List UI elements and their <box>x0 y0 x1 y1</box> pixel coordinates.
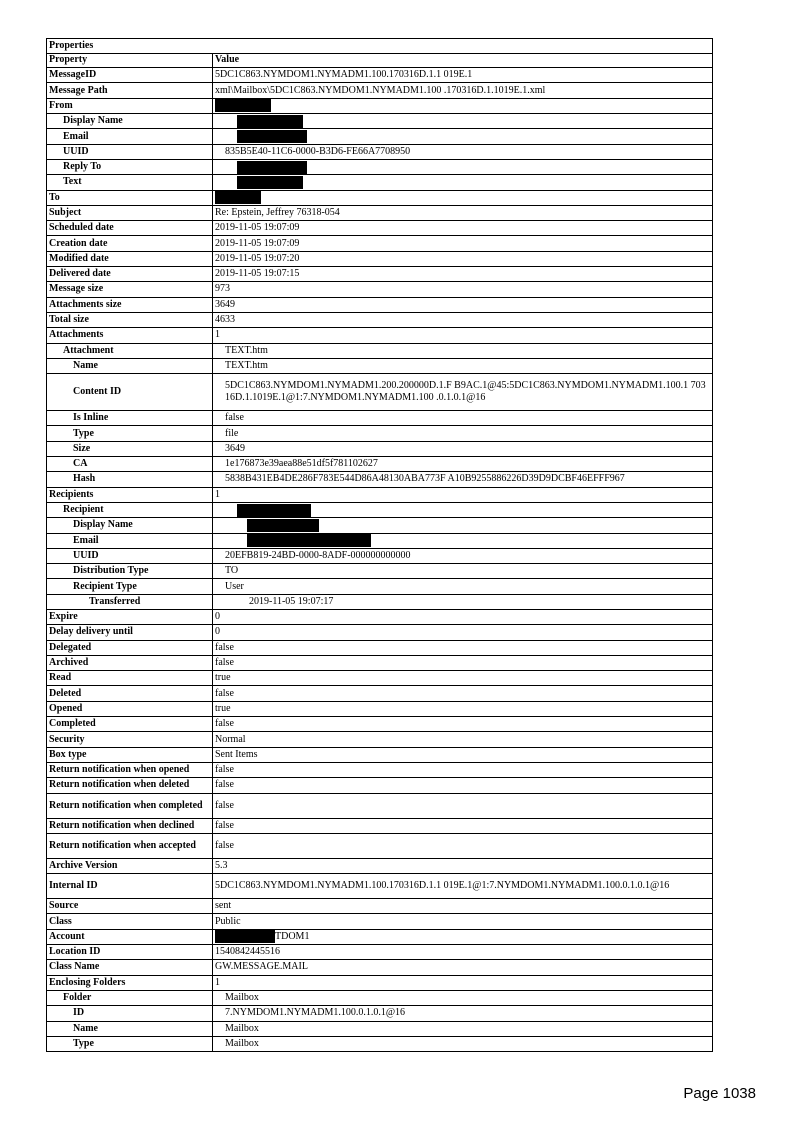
table-row <box>47 441 713 456</box>
table-row <box>47 533 713 548</box>
table-row <box>47 671 713 686</box>
properties-table-body <box>47 39 713 1052</box>
property-key: Display Name <box>47 114 213 129</box>
table-row <box>47 159 713 174</box>
property-value-text: User <box>225 580 244 592</box>
property-value-text: 1 <box>215 976 220 988</box>
table-row <box>47 874 713 899</box>
property-value-text: 3649 <box>225 442 245 454</box>
property-value-text: 2019-11-05 19:07:20 <box>215 252 300 264</box>
property-key: Enclosing Folders <box>47 975 213 990</box>
property-key: Size <box>47 441 213 456</box>
property-value-text: 1e176873e39aea88e51df5f781102627 <box>225 458 378 470</box>
property-value <box>213 899 713 914</box>
property-value <box>213 579 713 594</box>
header-property: Property <box>47 53 213 68</box>
property-key: Name <box>47 358 213 373</box>
table-row <box>47 655 713 670</box>
table-row <box>47 975 713 990</box>
property-key: Opened <box>47 701 213 716</box>
property-value-text: 5DC1C863.NYMDOM1.NYMADM1.100.170316D.1.1 019E.1@1:7.NYMDOM1.NYMADM1.100.0.1.0.1@16 <box>215 880 670 892</box>
property-value <box>213 457 713 472</box>
redaction-box <box>237 176 303 189</box>
table-row <box>47 68 713 83</box>
property-value-text: GW.MESSAGE.MAIL <box>215 961 308 973</box>
table-row <box>47 793 713 818</box>
property-value <box>213 441 713 456</box>
property-value <box>213 358 713 373</box>
property-key: Delegated <box>47 640 213 655</box>
table-row <box>47 267 713 282</box>
property-value <box>213 312 713 327</box>
property-value <box>213 732 713 747</box>
property-value <box>213 548 713 563</box>
property-value <box>213 83 713 98</box>
property-value <box>213 1006 713 1021</box>
property-key: Text <box>47 175 213 190</box>
property-value <box>213 129 713 144</box>
table-row <box>47 818 713 833</box>
property-key: CA <box>47 457 213 472</box>
property-key: Transferred <box>47 594 213 609</box>
table-row <box>47 236 713 251</box>
property-key: Attachment <box>47 343 213 358</box>
table-row <box>47 960 713 975</box>
property-value-text: Sent Items <box>215 748 258 760</box>
property-value <box>213 502 713 517</box>
property-value-text: false <box>215 764 234 776</box>
redaction-box <box>237 161 307 174</box>
property-value-text: true <box>215 702 231 714</box>
property-key: MessageID <box>47 68 213 83</box>
property-key: Message Path <box>47 83 213 98</box>
property-value-text: 1540842445516 <box>215 946 280 958</box>
redaction-box <box>215 99 271 112</box>
property-value-text: 0 <box>215 626 220 638</box>
property-value <box>213 858 713 873</box>
properties-table <box>46 38 713 1052</box>
table-row <box>47 129 713 144</box>
property-key: Class <box>47 914 213 929</box>
property-value <box>213 990 713 1005</box>
property-value-text: 4633 <box>215 314 235 326</box>
property-value-text: 0 <box>215 611 220 623</box>
property-key: To <box>47 190 213 205</box>
property-key: Type <box>47 426 213 441</box>
property-key: Return notification when accepted <box>47 833 213 858</box>
property-value <box>213 328 713 343</box>
property-value-text: 973 <box>215 283 230 295</box>
property-value <box>213 221 713 236</box>
property-value <box>213 793 713 818</box>
property-value-text: Mailbox <box>225 1037 259 1049</box>
property-key: Delivered date <box>47 267 213 282</box>
property-value-text: 7.NYMDOM1.NYMADM1.100.0.1.0.1@16 <box>225 1007 406 1019</box>
table-title-row <box>47 39 713 54</box>
table-row <box>47 778 713 793</box>
table-row <box>47 990 713 1005</box>
property-key: Folder <box>47 990 213 1005</box>
table-row <box>47 717 713 732</box>
property-value-text: false <box>215 657 234 669</box>
table-row <box>47 640 713 655</box>
property-key: Location ID <box>47 945 213 960</box>
property-key: Expire <box>47 609 213 624</box>
property-value-text: file <box>225 427 239 439</box>
property-value-text: xml\Mailbox\5DC1C863.NYMDOM1.NYMADM1.100 .170316D.1.1019E.1.xml <box>215 84 546 96</box>
property-value-text: 2019-11-05 19:07:09 <box>215 237 300 249</box>
table-row <box>47 328 713 343</box>
property-value-text: false <box>215 687 234 699</box>
property-value <box>213 686 713 701</box>
property-value <box>213 68 713 83</box>
property-value-text: false <box>215 799 234 811</box>
property-value <box>213 655 713 670</box>
property-value <box>213 282 713 297</box>
table-row <box>47 221 713 236</box>
property-value <box>213 114 713 129</box>
property-value-text: false <box>225 412 244 424</box>
table-row <box>47 564 713 579</box>
property-key: UUID <box>47 144 213 159</box>
table-row <box>47 594 713 609</box>
property-value <box>213 205 713 220</box>
property-value <box>213 518 713 533</box>
property-value <box>213 671 713 686</box>
property-value <box>213 975 713 990</box>
property-value <box>213 778 713 793</box>
property-key: Email <box>47 533 213 548</box>
property-key: Email <box>47 129 213 144</box>
property-value-text: 1 <box>215 488 220 500</box>
property-value-text: 2019-11-05 19:07:09 <box>215 222 300 234</box>
redaction-box <box>215 930 275 943</box>
property-value-text: TDOM1 <box>275 931 310 943</box>
property-value-text: sent <box>215 900 232 912</box>
property-key: Box type <box>47 747 213 762</box>
property-value <box>213 960 713 975</box>
property-value <box>213 98 713 113</box>
property-value <box>213 175 713 190</box>
table-row <box>47 426 713 441</box>
property-value <box>213 762 713 777</box>
property-key: Internal ID <box>47 874 213 899</box>
property-key: Return notification when completed <box>47 793 213 818</box>
property-value-text: 2019-11-05 19:07:17 <box>249 595 334 607</box>
property-key: ID <box>47 1006 213 1021</box>
property-key: Modified date <box>47 251 213 266</box>
table-row <box>47 457 713 472</box>
property-value-text: TEXT.htm <box>225 344 268 356</box>
table-row <box>47 1021 713 1036</box>
property-key: Message size <box>47 282 213 297</box>
table-row <box>47 747 713 762</box>
table-row <box>47 251 713 266</box>
table-row <box>47 312 713 327</box>
property-value-text: 5838B431EB4DE286F783E544D86A48130ABA773F A10B9255886226D39D9DCBF46EFFF967 <box>225 473 625 485</box>
table-row <box>47 411 713 426</box>
property-key: From <box>47 98 213 113</box>
table-row <box>47 518 713 533</box>
property-key: Completed <box>47 717 213 732</box>
property-value-text: false <box>215 718 234 730</box>
property-key: Delay delivery until <box>47 625 213 640</box>
table-row <box>47 297 713 312</box>
table-row <box>47 609 713 624</box>
property-key: Hash <box>47 472 213 487</box>
table-row <box>47 701 713 716</box>
property-value <box>213 159 713 174</box>
property-value <box>213 144 713 159</box>
table-row <box>47 374 713 411</box>
table-row <box>47 858 713 873</box>
property-value <box>213 426 713 441</box>
property-key: UUID <box>47 548 213 563</box>
property-value-text: true <box>215 672 231 684</box>
property-value-text: 2019-11-05 19:07:15 <box>215 268 300 280</box>
page-number: Page 1038 <box>683 1085 756 1102</box>
property-value-text: TEXT.htm <box>225 359 268 371</box>
redaction-box <box>247 534 371 547</box>
property-key: Security <box>47 732 213 747</box>
property-value-text: Mailbox <box>225 1022 259 1034</box>
property-value-text: false <box>215 819 234 831</box>
table-row <box>47 899 713 914</box>
property-value <box>213 594 713 609</box>
property-key: Source <box>47 899 213 914</box>
redaction-box <box>237 115 303 128</box>
property-key: Recipients <box>47 487 213 502</box>
property-key: Recipient <box>47 502 213 517</box>
property-value <box>213 236 713 251</box>
table-row <box>47 929 713 944</box>
property-value-text: 5DC1C863.NYMDOM1.NYMADM1.100.170316D.1.1 019E.1 <box>215 69 473 81</box>
table-row <box>47 1036 713 1051</box>
table-row <box>47 472 713 487</box>
property-value <box>213 472 713 487</box>
property-value <box>213 343 713 358</box>
table-row <box>47 487 713 502</box>
property-key: Creation date <box>47 236 213 251</box>
property-value-text: 1 <box>215 329 220 341</box>
redaction-box <box>237 504 311 517</box>
property-value-text: false <box>215 839 234 851</box>
property-key: Scheduled date <box>47 221 213 236</box>
table-row <box>47 833 713 858</box>
table-row <box>47 945 713 960</box>
property-key: Recipient Type <box>47 579 213 594</box>
property-value <box>213 251 713 266</box>
table-row <box>47 762 713 777</box>
property-value <box>213 701 713 716</box>
table-row <box>47 282 713 297</box>
property-key: Return notification when opened <box>47 762 213 777</box>
property-key: Class Name <box>47 960 213 975</box>
property-value <box>213 914 713 929</box>
property-value <box>213 1036 713 1051</box>
property-value <box>213 487 713 502</box>
property-value <box>213 564 713 579</box>
table-row <box>47 114 713 129</box>
property-key: Attachments size <box>47 297 213 312</box>
property-key: Read <box>47 671 213 686</box>
property-key: Type <box>47 1036 213 1051</box>
table-row <box>47 190 713 205</box>
property-value-text: false <box>215 641 234 653</box>
property-value <box>213 625 713 640</box>
property-value-text: false <box>215 779 234 791</box>
property-value <box>213 1021 713 1036</box>
property-value <box>213 929 713 944</box>
redaction-box <box>215 191 261 204</box>
property-key: Is Inline <box>47 411 213 426</box>
table-row <box>47 732 713 747</box>
table-row <box>47 175 713 190</box>
property-value-text: Mailbox <box>225 992 259 1004</box>
property-key: Reply To <box>47 159 213 174</box>
property-value <box>213 297 713 312</box>
table-row <box>47 358 713 373</box>
property-key: Distribution Type <box>47 564 213 579</box>
property-value-text: TO <box>225 565 239 577</box>
property-value-text: 3649 <box>215 298 235 310</box>
property-key: Display Name <box>47 518 213 533</box>
table-row <box>47 502 713 517</box>
property-value <box>213 374 713 411</box>
redaction-box <box>237 130 307 143</box>
property-value <box>213 818 713 833</box>
property-value <box>213 747 713 762</box>
table-header-row <box>47 53 713 68</box>
property-key: Archive Version <box>47 858 213 873</box>
property-value <box>213 833 713 858</box>
property-key: Deleted <box>47 686 213 701</box>
property-key: Attachments <box>47 328 213 343</box>
redaction-box <box>247 519 319 532</box>
table-row <box>47 914 713 929</box>
property-value <box>213 640 713 655</box>
property-value <box>213 533 713 548</box>
property-key: Archived <box>47 655 213 670</box>
table-row <box>47 579 713 594</box>
header-value: Value <box>213 53 713 68</box>
property-value <box>213 874 713 899</box>
table-row <box>47 205 713 220</box>
property-value <box>213 945 713 960</box>
property-value-text: 5.3 <box>215 859 228 871</box>
table-row <box>47 144 713 159</box>
table-row <box>47 83 713 98</box>
table-row <box>47 625 713 640</box>
property-value-text: Re: Epstein, Jeffrey 76318-054 <box>215 207 340 218</box>
property-key: Account <box>47 929 213 944</box>
table-title: Properties <box>47 39 713 54</box>
table-row <box>47 548 713 563</box>
property-key: Return notification when deleted <box>47 778 213 793</box>
property-value-text: 5DC1C863.NYMDOM1.NYMADM1.200.200000D.1.F B9AC.1@45:5DC1C863.NYMDOM1.NYMADM1.100.1 70316D.1.1019E.1@1:7.NYMDOM1.NYMADM1.100 .0.1.0.1@16 <box>225 380 706 404</box>
property-key: Content ID <box>47 374 213 411</box>
property-key: Subject <box>47 205 213 220</box>
property-value <box>213 411 713 426</box>
property-key: Name <box>47 1021 213 1036</box>
property-key: Total size <box>47 312 213 327</box>
property-value <box>213 609 713 624</box>
property-value-text: Public <box>215 915 241 927</box>
property-value <box>213 267 713 282</box>
property-value <box>213 190 713 205</box>
table-row <box>47 98 713 113</box>
property-value <box>213 717 713 732</box>
property-value-text: 20EFB819-24BD-0000-8ADF-000000000000 <box>225 549 411 561</box>
table-row <box>47 343 713 358</box>
property-value-text: Normal <box>215 733 246 745</box>
table-row <box>47 1006 713 1021</box>
property-key: Return notification when declined <box>47 818 213 833</box>
property-value-text: 835B5E40-11C6-0000-B3D6-FE66A7708950 <box>225 145 411 157</box>
table-row <box>47 686 713 701</box>
